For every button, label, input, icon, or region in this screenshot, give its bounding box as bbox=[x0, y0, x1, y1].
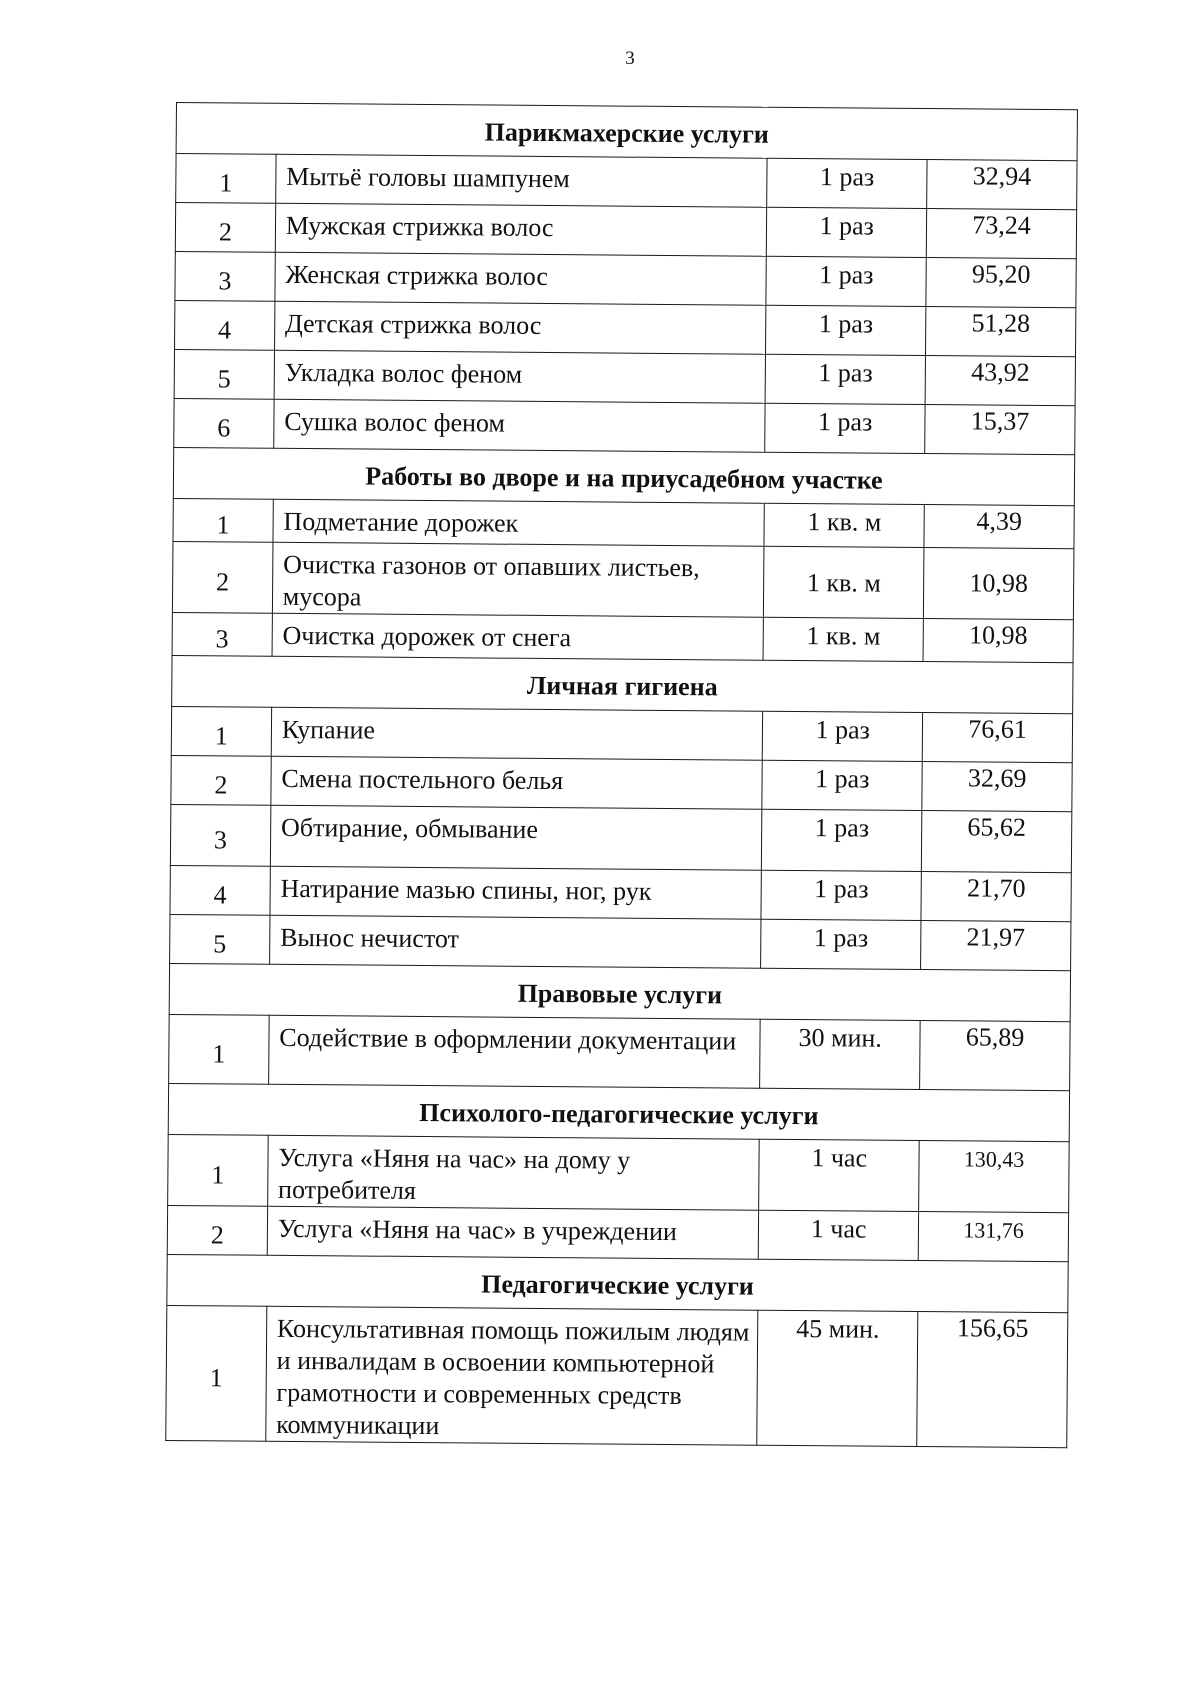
table-row bbox=[166, 1305, 1068, 1447]
service-price: 32,69 bbox=[922, 762, 1072, 812]
section-title: Правовые услуги bbox=[169, 963, 1070, 1021]
service-name: Купание bbox=[271, 707, 763, 760]
row-number: 5 bbox=[170, 914, 270, 964]
service-name: Укладка волос феном bbox=[274, 350, 766, 403]
table-row bbox=[170, 865, 1071, 921]
row-number: 4 bbox=[170, 865, 270, 915]
service-price: 95,20 bbox=[926, 258, 1076, 308]
service-price: 131,76 bbox=[918, 1211, 1068, 1261]
service-unit: 1 раз bbox=[762, 809, 922, 871]
service-name: Мытьё головы шампунем bbox=[276, 154, 768, 207]
service-price: 10,98 bbox=[923, 548, 1073, 620]
service-unit: 1 кв. м bbox=[764, 503, 924, 547]
row-number: 1 bbox=[169, 1014, 269, 1084]
service-unit: 30 мин. bbox=[760, 1019, 920, 1089]
service-price: 15,37 bbox=[925, 405, 1075, 455]
service-price: 65,62 bbox=[921, 811, 1071, 873]
service-price: 4,39 bbox=[924, 505, 1074, 549]
service-name: Обтирание, обмывание bbox=[270, 805, 762, 870]
section-title: Личная гигиена bbox=[172, 655, 1073, 713]
row-number: 1 bbox=[171, 706, 271, 756]
row-number: 1 bbox=[173, 498, 273, 542]
section-header-psycho-pedagogical bbox=[168, 1083, 1069, 1141]
service-unit: 1 раз bbox=[763, 711, 923, 761]
service-unit: 1 раз bbox=[766, 256, 926, 306]
service-price: 156,65 bbox=[917, 1311, 1068, 1447]
service-name: Натирание мазью спины, ног, рук bbox=[270, 866, 762, 919]
row-number: 2 bbox=[167, 1205, 267, 1255]
section-title: Психолого-педагогические услуги bbox=[168, 1083, 1069, 1141]
service-price: 51,28 bbox=[926, 307, 1076, 357]
service-name: Женская стрижка волос bbox=[275, 252, 767, 305]
table-row bbox=[170, 914, 1071, 970]
service-unit: 45 мин. bbox=[757, 1310, 918, 1446]
service-name: Услуга «Няня на час» в учреждении bbox=[267, 1206, 759, 1259]
service-name: Детская стрижка волос bbox=[274, 301, 766, 354]
service-unit: 1 раз bbox=[765, 354, 925, 404]
table-row bbox=[173, 498, 1074, 548]
row-number: 1 bbox=[166, 1305, 267, 1441]
service-price: 32,94 bbox=[927, 160, 1077, 210]
service-price: 73,24 bbox=[926, 209, 1076, 259]
section-header-personal-hygiene bbox=[172, 655, 1073, 713]
services-price-table bbox=[165, 102, 1078, 1448]
service-price: 76,61 bbox=[922, 713, 1072, 763]
table-row bbox=[175, 203, 1076, 259]
service-price: 21,97 bbox=[921, 921, 1071, 971]
row-number: 4 bbox=[175, 300, 275, 350]
service-unit: 1 раз bbox=[767, 158, 927, 208]
table-row bbox=[176, 154, 1077, 210]
table-row bbox=[171, 706, 1072, 762]
row-number: 3 bbox=[175, 251, 275, 301]
section-header-legal-services bbox=[169, 963, 1070, 1021]
service-name: Консультативная помощь пожилым людям и инвалидам в освоении компьютерной грамотности и современных средств коммуникации bbox=[266, 1306, 759, 1445]
table-row bbox=[169, 1014, 1071, 1090]
service-name: Содействие в оформлении документации bbox=[268, 1015, 760, 1088]
service-name: Очистка газонов от опавших листьев, мусора bbox=[272, 542, 764, 617]
service-unit: 1 час bbox=[759, 1139, 919, 1211]
service-unit: 1 кв. м bbox=[764, 546, 924, 618]
row-number: 1 bbox=[168, 1134, 268, 1206]
service-name: Услуга «Няня на час» на дому у потребителя bbox=[267, 1135, 759, 1210]
section-header-yard-work bbox=[173, 447, 1074, 505]
row-number: 2 bbox=[172, 541, 272, 613]
row-number: 3 bbox=[170, 804, 270, 866]
row-number: 2 bbox=[175, 203, 275, 253]
service-price: 43,92 bbox=[925, 356, 1075, 406]
row-number: 6 bbox=[174, 398, 274, 448]
row-number: 3 bbox=[172, 612, 272, 656]
service-price: 21,70 bbox=[921, 872, 1071, 922]
service-name: Вынос нечистот bbox=[269, 915, 761, 968]
section-header-hairdressing bbox=[176, 103, 1077, 161]
service-name: Подметание дорожек bbox=[273, 499, 765, 546]
table-row bbox=[174, 398, 1075, 454]
service-name: Очистка дорожек от снега bbox=[272, 613, 764, 660]
section-title: Педагогические услуги bbox=[167, 1254, 1068, 1312]
row-number: 5 bbox=[174, 349, 274, 399]
service-unit: 1 раз bbox=[762, 760, 922, 810]
service-name: Мужская стрижка волос bbox=[275, 203, 767, 256]
table-row bbox=[175, 251, 1076, 307]
service-unit: 1 раз bbox=[761, 919, 921, 969]
service-unit: 1 час bbox=[759, 1210, 919, 1260]
service-unit: 1 кв. м bbox=[763, 617, 923, 661]
table-row bbox=[175, 300, 1076, 356]
section-header-pedagogical bbox=[167, 1254, 1068, 1312]
service-unit: 1 раз bbox=[765, 403, 925, 453]
table-row bbox=[172, 612, 1073, 662]
section-title: Работы во дворе и на приусадебном участке bbox=[173, 447, 1074, 505]
service-price: 130,43 bbox=[919, 1141, 1069, 1213]
table-row bbox=[168, 1134, 1070, 1212]
service-unit: 1 раз bbox=[766, 305, 926, 355]
table-row bbox=[172, 541, 1074, 619]
table-row bbox=[171, 755, 1072, 811]
service-price: 10,98 bbox=[923, 619, 1073, 663]
section-title: Парикмахерские услуги bbox=[176, 103, 1077, 161]
row-number: 1 bbox=[176, 154, 276, 204]
page-number: 3 bbox=[625, 48, 635, 69]
service-name: Сушка волос феном bbox=[274, 399, 766, 452]
table-row bbox=[174, 349, 1075, 405]
service-price: 65,89 bbox=[920, 1021, 1070, 1091]
service-unit: 1 раз bbox=[767, 207, 927, 257]
table-row bbox=[170, 804, 1071, 872]
table-row bbox=[167, 1205, 1068, 1261]
service-name: Смена постельного белья bbox=[271, 756, 763, 809]
service-unit: 1 раз bbox=[761, 870, 921, 920]
row-number: 2 bbox=[171, 755, 271, 805]
